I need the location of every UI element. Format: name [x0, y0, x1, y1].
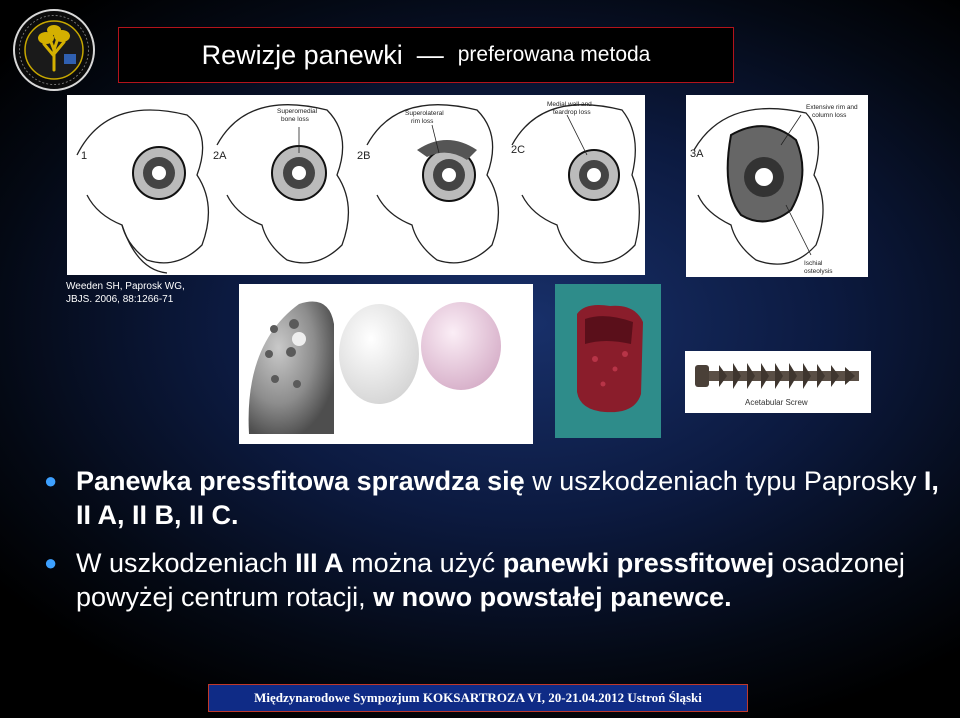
title-main: Rewizje panewki — [201, 39, 403, 70]
bullet-1-text-1: w uszkodzeniach typu Paprosky — [524, 466, 924, 496]
bullet-dot-icon: ● — [44, 550, 58, 575]
annotation-superolateral-2: rim loss — [411, 118, 434, 125]
bullet-2-bold-1: III A — [295, 548, 344, 578]
annotation-medial-1: Medial wall and — [547, 101, 592, 108]
paprosky-diagram-3a — [686, 95, 868, 277]
bullet-item-1 — [44, 464, 944, 532]
acetabular-cup-photo — [239, 284, 533, 444]
bullet-2-text-2: można użyć — [343, 548, 503, 578]
bullet-2-bold-2: panewki pressfitowej — [502, 548, 775, 578]
bullet-2-bold-3: w nowo powstałej panewce. — [373, 582, 732, 612]
annotation-superomedial-1: Superomedial — [277, 108, 318, 115]
bullet-1-bold-2: I, II A, II B, II C. — [76, 466, 939, 530]
type-label-2b: 2B — [357, 150, 371, 162]
bullet-list — [44, 464, 944, 628]
title-subtitle: preferowana metoda — [457, 43, 651, 66]
slide-title — [118, 27, 734, 83]
annotation-ischial-2: osteolysis — [804, 268, 833, 275]
citation — [66, 280, 185, 306]
citation-line-1: Weeden SH, Paprosk WG, — [66, 281, 185, 292]
screw-caption: Acetabular Screw — [745, 398, 808, 407]
bullet-item-2 — [44, 546, 944, 614]
acetabular-screw-photo — [685, 351, 871, 413]
annotation-medial-2: teardrop loss — [553, 109, 591, 116]
type-label-1: 1 — [81, 150, 88, 162]
footer-text: Międzynarodowe Sympozjum KOKSARTROZA VI, 20-21.04.2012 Ustroń Śląski — [254, 690, 702, 705]
annotation-extensive-2: column loss — [812, 112, 847, 119]
society-logo-icon — [12, 8, 96, 92]
annotation-extensive-1: Extensive rim and — [806, 104, 858, 111]
annotation-superomedial-2: bone loss — [281, 116, 309, 123]
footer-banner — [208, 684, 748, 712]
type-label-2a: 2A — [213, 150, 227, 162]
type-label-3a: 3A — [690, 148, 704, 160]
title-dash: — — [416, 39, 444, 70]
bullet-dot-icon: ● — [44, 468, 58, 493]
annotation-superolateral-1: Superolateral — [405, 110, 444, 117]
bullet-2-text-1: W uszkodzeniach — [76, 548, 296, 578]
bone-graft-photo — [555, 284, 661, 438]
citation-line-2: JBJS. 2006, 88:1266-71 — [66, 294, 174, 305]
bullet-1-bold-1: Panewka pressfitowa sprawdza się — [76, 466, 525, 496]
bullet-2-text-3: osadzonej powyżej centrum rotacji, — [76, 548, 905, 612]
type-label-2c: 2C — [511, 144, 526, 156]
annotation-ischial-1: Ischial — [804, 260, 823, 267]
paprosky-diagrams — [67, 95, 645, 275]
